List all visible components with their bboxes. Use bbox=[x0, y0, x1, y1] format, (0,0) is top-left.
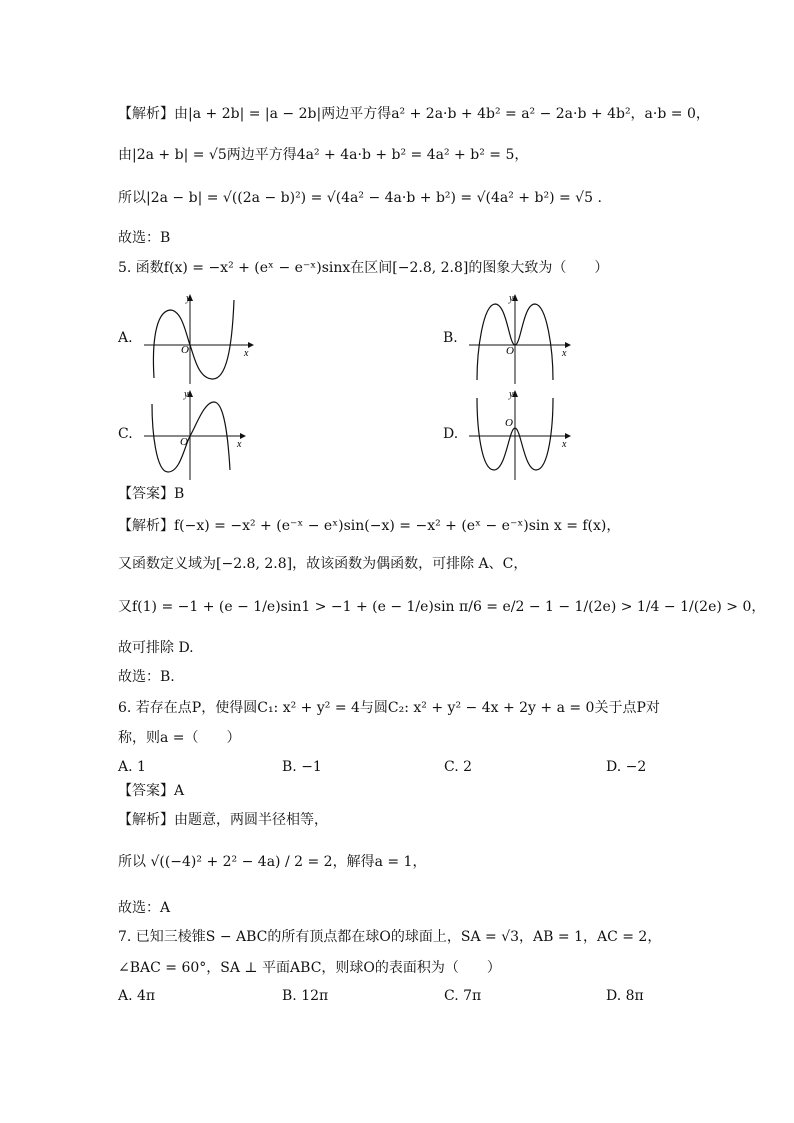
x-label: x bbox=[244, 348, 249, 359]
analysis-q4-line-2: 由|2a + b| = √5两边平方得4a² + 4a·b + b² = 4a² + b² = 5， bbox=[118, 147, 529, 163]
y-label: y bbox=[184, 389, 189, 400]
q7-option-a: A. 4π bbox=[118, 988, 156, 1004]
curve bbox=[152, 402, 230, 472]
q7-option-b: B. 12π bbox=[282, 988, 329, 1004]
q5-option-b-label: B. bbox=[443, 330, 458, 346]
q5-graph-d bbox=[465, 386, 585, 482]
question-6-stem-line-2: 称，则a =（ ） bbox=[118, 730, 241, 746]
analysis-q5-line-1: 【解析】f(−x) = −x² + (e⁻ˣ − eˣ)sin(−x) = −x² + (eˣ − e⁻ˣ)sin x = f(x)， bbox=[118, 518, 621, 534]
y-label: y bbox=[509, 389, 514, 400]
choice-q5: 故选：B. bbox=[118, 669, 175, 685]
question-5-stem: 5. 函数f(x) = −x² + (eˣ − e⁻ˣ)sinx在区间[−2.8, 2.8]的图象大致为（ ） bbox=[118, 260, 609, 276]
question-7-stem-line-2: ∠BAC = 60°，SA ⊥ 平面ABC，则球O的表面积为（ ） bbox=[118, 960, 501, 976]
question-6-stem-line-1: 6. 若存在点P，使得圆C₁: x² + y² = 4与圆C₂: x² + y² − 4x + 2y + a = 0关于点P对 bbox=[118, 700, 660, 716]
q5-graph-b bbox=[465, 290, 585, 386]
y-label: y bbox=[509, 293, 514, 304]
origin-label: O bbox=[181, 344, 189, 356]
choice-q6: 故选：A bbox=[118, 900, 171, 916]
analysis-q5-line-4: 故可排除 D. bbox=[118, 640, 194, 656]
analysis-q6-line-1: 【解析】由题意，两圆半径相等， bbox=[118, 812, 328, 828]
analysis-q4-line-1: 【解析】由|a + 2b| = |a − 2b|两边平方得a² + 2a·b + 4b² = a² − 2a·b + 4b²，a·b = 0， bbox=[118, 106, 710, 122]
q7-option-c: C. 7π bbox=[444, 988, 482, 1004]
analysis-q5-line-2: 又函数定义域为[−2.8, 2.8]，故该函数为偶函数，可排除 A、C， bbox=[118, 556, 528, 572]
q6-option-b: B. −1 bbox=[282, 759, 322, 775]
q6-option-d: D. −2 bbox=[606, 759, 647, 775]
y-label: y bbox=[186, 293, 191, 304]
q5-graph-c bbox=[140, 386, 260, 482]
q6-option-a: A. 1 bbox=[118, 759, 146, 775]
analysis-q5-line-3: 又f(1) = −1 + (e − 1/e)sin1 > −1 + (e − 1/e)sin π/6 = e/2 − 1 − 1/(2e) > 1/4 − 1/(2e) > 0， bbox=[118, 599, 766, 615]
q5-option-c-label: C. bbox=[118, 426, 133, 442]
answer-q6: 【答案】A bbox=[118, 783, 185, 799]
answer-q5: 【答案】B bbox=[118, 486, 185, 502]
analysis-q4-line-3: 所以|2a − b| = √((2a − b)²) = √(4a² − 4a·b + b²) = √(4a² + b²) = √5 . bbox=[118, 190, 602, 206]
q5-option-a-label: A. bbox=[118, 330, 133, 346]
origin-label: O bbox=[505, 417, 513, 429]
origin-label: O bbox=[506, 345, 514, 357]
curve bbox=[153, 300, 234, 379]
question-7-stem-line-1: 7. 已知三棱锥S − ABC的所有顶点都在球O的球面上，SA = √3，AB = 1，AC = 2， bbox=[118, 929, 662, 945]
origin-label: O bbox=[180, 436, 188, 448]
q6-option-c: C. 2 bbox=[444, 759, 473, 775]
x-label: x bbox=[562, 348, 567, 359]
x-label: x bbox=[562, 439, 567, 450]
x-axis-arrow-icon bbox=[248, 342, 254, 348]
q5-graph-a bbox=[140, 290, 260, 386]
analysis-q6-line-2: 所以 √((−4)² + 2² − 4a) / 2 = 2，解得a = 1， bbox=[118, 854, 427, 870]
q5-option-d-label: D. bbox=[443, 426, 459, 442]
x-label: x bbox=[237, 439, 242, 450]
choice-q4: 故选：B bbox=[118, 230, 171, 246]
q7-option-d: D. 8π bbox=[606, 988, 644, 1004]
